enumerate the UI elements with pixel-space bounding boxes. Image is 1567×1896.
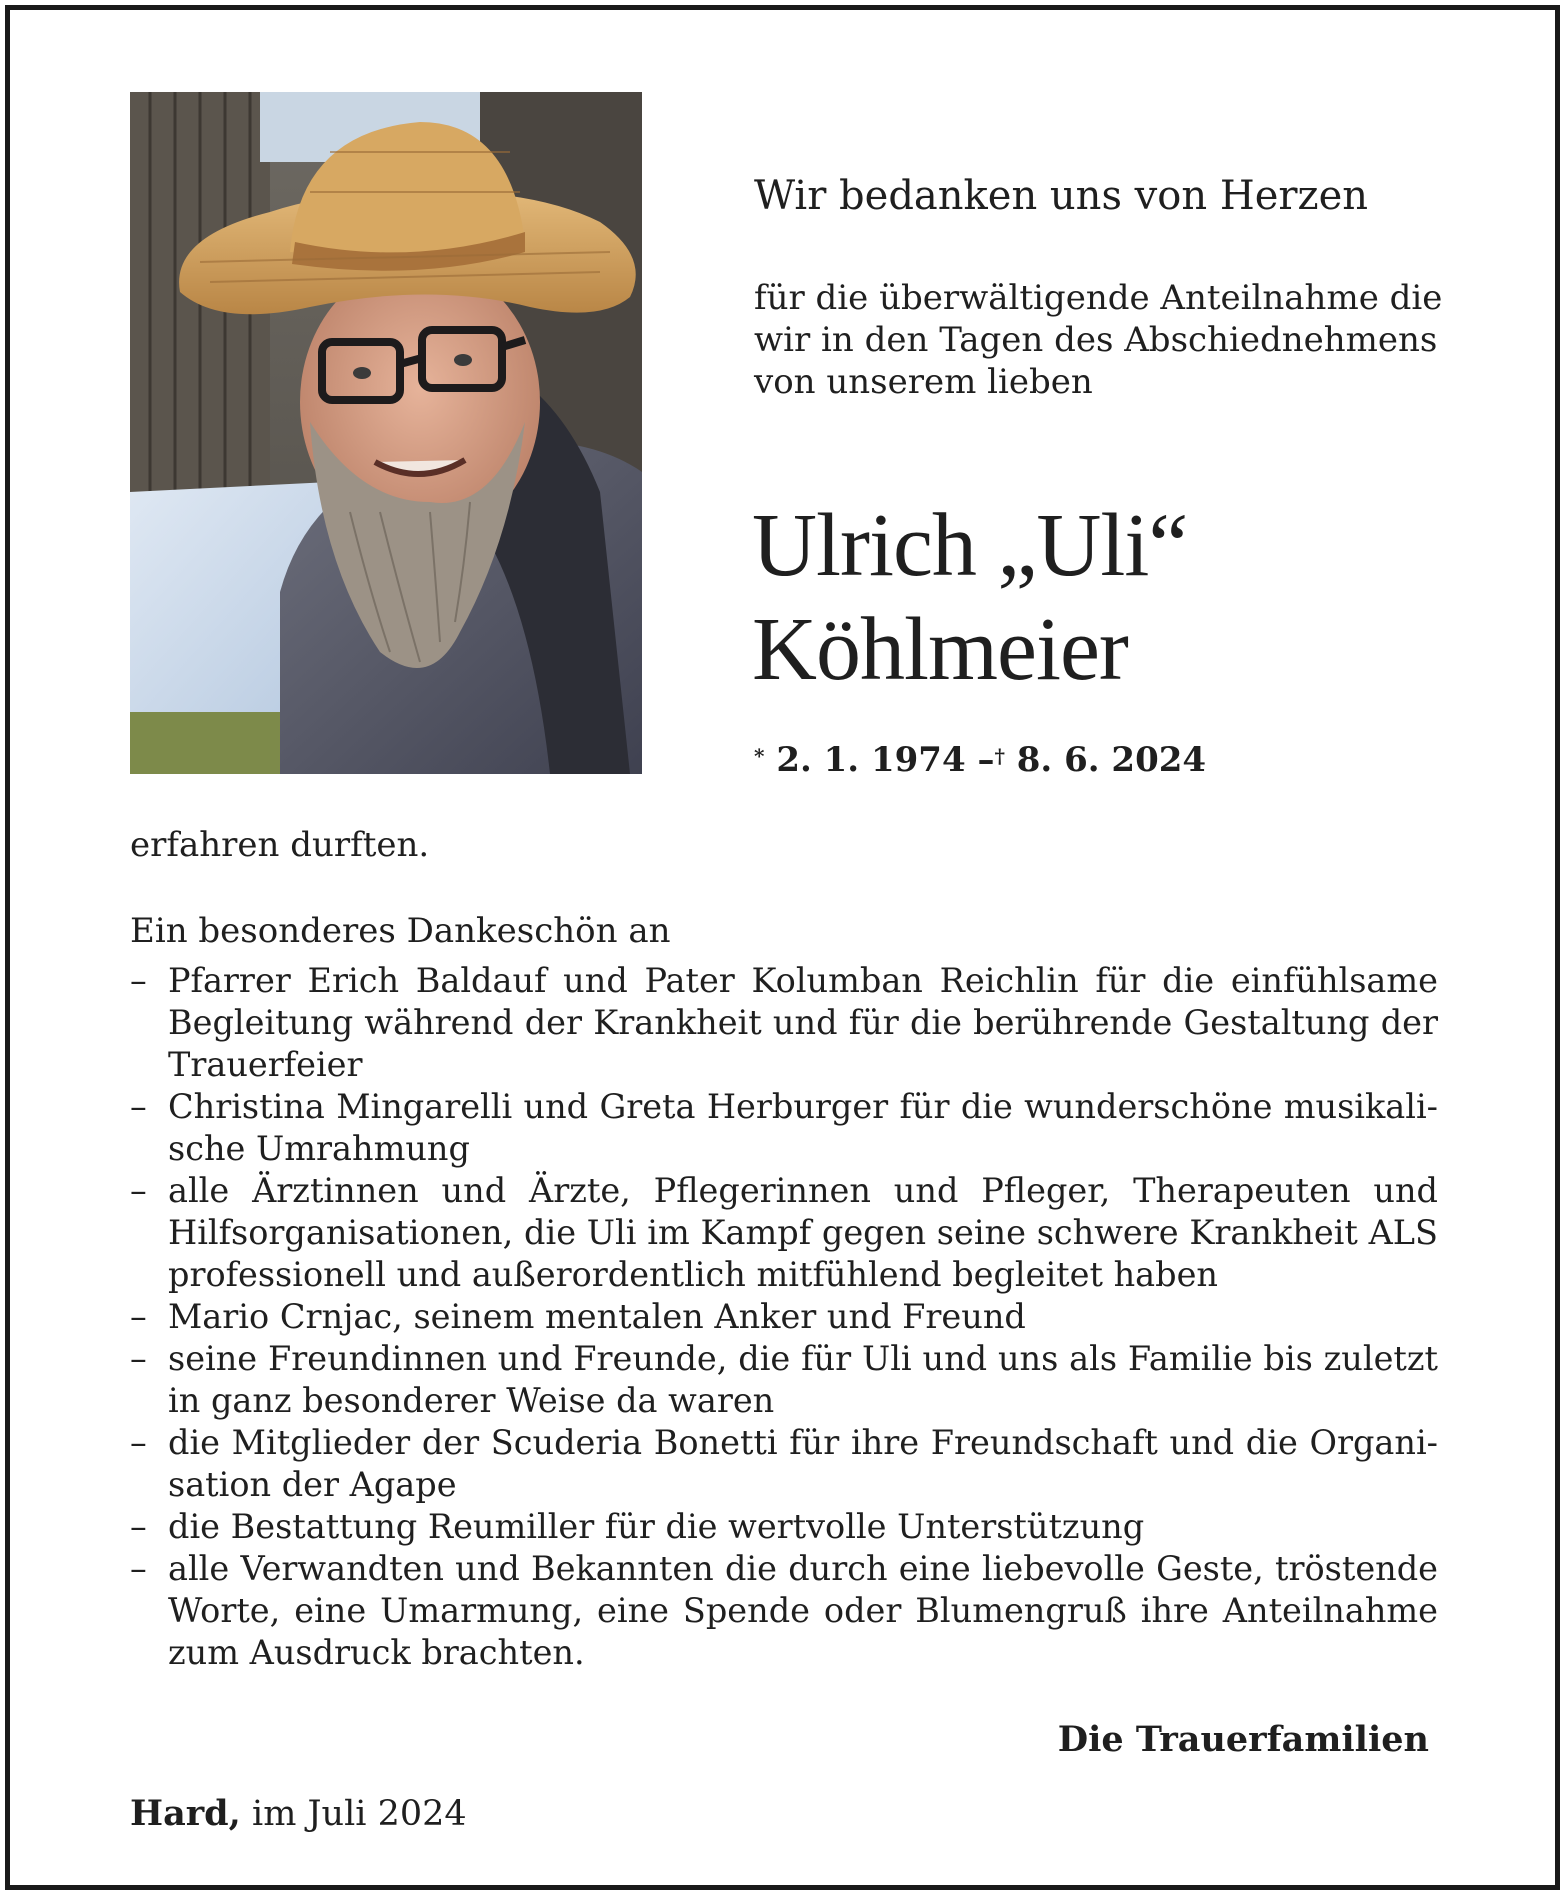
list-line: Mario Crnjac, seinem mentalen Anker und Freund <box>168 1297 1026 1336</box>
list-line: sche Umrahmung <box>168 1129 470 1168</box>
list-line: in ganz besonderer Weise da waren <box>168 1381 775 1420</box>
list-dash: – <box>130 1423 147 1462</box>
list-line: Christina Mingarelli und Greta Herburger für die wunderschöne musikali- <box>168 1087 1438 1126</box>
birth-symbol: * <box>754 744 765 768</box>
intro-line: für die überwältigende Anteilnahme die <box>754 278 1443 318</box>
thanks-list <box>130 960 1438 1674</box>
list-line: zum Ausdruck brachten. <box>168 1633 585 1672</box>
list-item <box>130 960 1438 1086</box>
greeting-heading: Wir bedanken uns von Herzen <box>754 173 1369 219</box>
death-symbol: † <box>994 744 1005 768</box>
intro-line: von unserem lieben <box>754 362 1093 402</box>
list-line: alle Ärztinnen und Ärzte, Pflegerinnen und Pfleger, Therapeuten und <box>168 1171 1438 1210</box>
deceased-name <box>752 494 1187 702</box>
birth-date: 2. 1. 1974 <box>776 740 966 780</box>
list-line: Worte, eine Umarmung, eine Spende oder Blumengruß ihre Anteilnahme <box>168 1591 1438 1630</box>
list-line: professionell und außerordentlich mitfühlend begleitet haben <box>168 1255 1218 1294</box>
signature: Die Trauerfamilien <box>1057 1719 1429 1760</box>
death-date: 8. 6. 2024 <box>1016 740 1207 780</box>
intro-text <box>754 277 1442 403</box>
list-dash: – <box>130 1339 147 1378</box>
list-item <box>130 1422 1438 1506</box>
list-item <box>130 1338 1438 1422</box>
list-dash: – <box>130 1171 147 1210</box>
list-item <box>130 1506 1438 1548</box>
intro-line: wir in den Tagen des Abschiednehmens <box>754 320 1438 360</box>
date-separator: – <box>977 740 995 780</box>
date-text: im Juli 2024 <box>252 1794 467 1834</box>
list-item <box>130 1296 1438 1338</box>
list-line: alle Verwandten und Bekannten die durch eine liebevolle Geste, tröstende <box>168 1549 1438 1588</box>
place-name: Hard, <box>130 1793 241 1834</box>
name-line-last: Köhlmeier <box>752 600 1128 699</box>
continuation-text: erfahren durften. <box>130 825 430 865</box>
list-line: Begleitung während der Krankheit und für die berührende Gestaltung der <box>168 1003 1438 1042</box>
list-line: Hilfsorganisationen, die Uli im Kampf gegen seine schwere Krankheit ALS <box>168 1213 1438 1252</box>
list-line: Trauerfeier <box>168 1045 363 1084</box>
thanks-intro: Ein besonderes Dankeschön an <box>130 911 671 951</box>
life-dates <box>754 738 1206 782</box>
place-date-line <box>130 1792 467 1836</box>
list-line: seine Freundinnen und Freunde, die für Uli und uns als Familie bis zuletzt <box>168 1339 1438 1378</box>
list-line: Pfarrer Erich Baldauf und Pater Kolumban Reichlin für die einfühlsame <box>168 961 1438 1000</box>
name-line-first: Ulrich „Uli“ <box>752 496 1188 595</box>
list-item <box>130 1548 1438 1674</box>
list-item <box>130 1086 1438 1170</box>
list-line: die Mitglieder der Scuderia Bonetti für ihre Freundschaft und die Organi- <box>168 1423 1438 1462</box>
list-dash: – <box>130 961 147 1000</box>
list-item <box>130 1170 1438 1296</box>
list-line: die Bestattung Reumiller für die wertvolle Unterstützung <box>168 1507 1145 1546</box>
list-dash: – <box>130 1507 147 1546</box>
list-dash: – <box>130 1549 147 1588</box>
list-dash: – <box>130 1297 147 1336</box>
list-line: sation der Agape <box>168 1465 457 1504</box>
list-dash: – <box>130 1087 147 1126</box>
portrait-photo <box>130 92 642 774</box>
